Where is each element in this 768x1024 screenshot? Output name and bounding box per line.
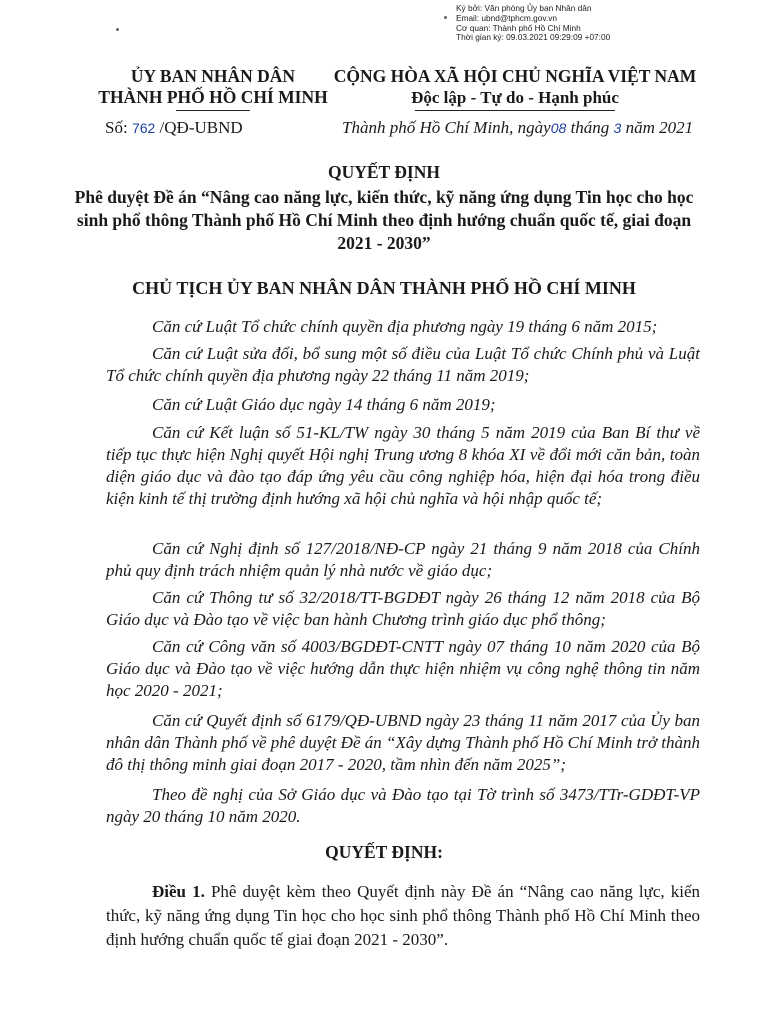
handwritten-month: 3 xyxy=(613,120,622,136)
document-number xyxy=(105,118,243,138)
decision-heading: QUYẾT ĐỊNH: xyxy=(325,842,443,862)
date-year: năm 2021 xyxy=(625,118,694,137)
agency-underline xyxy=(176,110,250,111)
document-type: QUYẾT ĐỊNH xyxy=(328,162,440,182)
signature-agency: Cơ quan: Thành phố Hồ Chí Minh xyxy=(456,22,581,33)
legal-basis-item: Căn cứ Công văn số 4003/BGDĐT-CNTT ngày 07 tháng 10 năm 2020 của Bộ Giáo dục và Đào tạo về việc hướng dẫn thực hiện nhiệm vụ công nghệ thông tin năm học 2020 - 2021; xyxy=(106,637,700,700)
agency-line-2: THÀNH PHỐ HỒ CHÍ MINH xyxy=(98,87,328,107)
digital-signature xyxy=(456,4,610,43)
signature-signer: Ký bởi: Văn phòng Ủy ban Nhân dân xyxy=(456,3,592,13)
date-prefix: Thành phố Hồ Chí Minh, ngày xyxy=(342,118,551,137)
signature-email: Email: ubnd@tphcm.gov.vn xyxy=(456,12,557,23)
article-1 xyxy=(106,880,700,952)
article-1-label: Điều 1. xyxy=(152,882,205,901)
handwritten-number: 762 xyxy=(131,120,156,136)
number-suffix: /QĐ-UBND xyxy=(159,118,243,137)
issue-date xyxy=(342,118,693,138)
issuing-authority: CHỦ TỊCH ỦY BAN NHÂN DÂN THÀNH PHỐ HỒ CHÍ MINH xyxy=(132,278,636,298)
legal-basis-item: Căn cứ Luật Tổ chức chính quyền địa phương ngày 19 tháng 6 năm 2015; xyxy=(152,317,658,336)
legal-basis-item: Căn cứ Quyết định số 6179/QĐ-UBND ngày 23 tháng 11 năm 2017 của Ủy ban nhân dân Thành phố về phê duyệt Đề án “Xây dựng Thành phố Hồ Chí Minh trở thành đô thị thông minh giai đoạn 2017 - 2020, tầm nhìn đến năm 2025”; xyxy=(106,711,700,774)
agency-line-1: ỦY BAN NHÂN DÂN xyxy=(130,66,296,86)
legal-basis-item: Căn cứ Kết luận số 51-KL/TW ngày 30 tháng 5 năm 2019 của Ban Bí thư về tiếp tục thực hiện Nghị quyết Hội nghị Trung ương 8 khóa XI về đổi mới căn bản, toàn diện giáo dục và đào tạo đáp ứng yêu cầu công nghiệp hóa, hiện đại hóa trong điều kiện kinh tế thị trường định hướng xã hội chủ nghĩa và hội nhập quốc tế; xyxy=(106,423,700,508)
proposal-basis: Theo đề nghị của Sở Giáo dục và Đào tạo tại Tờ trình số 3473/TTr-GDĐT-VP ngày 20 tháng 10 năm 2020. xyxy=(106,785,700,826)
nation-line-1: CỘNG HÒA XÃ HỘI CHỦ NGHĨA VIỆT NAM xyxy=(333,66,697,86)
motto-underline xyxy=(415,110,615,111)
national-title xyxy=(330,66,700,108)
legal-basis-item: Căn cứ Nghị định số 127/2018/NĐ-CP ngày 21 tháng 9 năm 2018 của Chính phủ quy định trách nhiệm quản lý nhà nước về giáo dục; xyxy=(106,539,700,580)
scan-speck xyxy=(444,16,447,19)
signature-time: Thời gian ký: 09.03.2021 09:29:09 +07:00 xyxy=(456,32,611,43)
legal-basis-item: Căn cứ Luật sửa đổi, bổ sung một số điều của Luật Tổ chức Chính phủ và Luật Tổ chức chính quyền địa phương ngày 22 tháng 11 năm 2019; xyxy=(106,344,700,385)
legal-basis-item: Căn cứ Luật Giáo dục ngày 14 tháng 6 năm 2019; xyxy=(152,395,496,414)
number-prefix: Số: xyxy=(105,118,128,137)
document-subject: Phê duyệt Đề án “Nâng cao năng lực, kiến thức, kỹ năng ứng dụng Tin học cho học sinh phổ thông Thành phố Hồ Chí Minh theo định hướng chuẩn quốc tế, giai đoạn 2021 - 2030” xyxy=(74,187,694,253)
article-1-text: Phê duyệt kèm theo Quyết định này Đề án “Nâng cao năng lực, kiến thức, kỹ năng ứng dụng Tin học cho học sinh phổ thông Thành phố Hồ Chí Minh theo định hướng chuẩn quốc tế giai đoạn 2021 - 2030”. xyxy=(106,882,701,949)
scan-speck xyxy=(116,28,119,31)
national-motto: Độc lập - Tự do - Hạnh phúc xyxy=(411,88,619,107)
handwritten-day: 08 xyxy=(550,120,567,136)
date-month-label: tháng xyxy=(570,118,610,137)
legal-basis-item: Căn cứ Thông tư số 32/2018/TT-BGDĐT ngày 26 tháng 12 năm 2018 của Bộ Giáo dục và Đào tạo về việc ban hành Chương trình giáo dục phổ thông; xyxy=(106,588,700,629)
issuing-agency xyxy=(78,66,348,108)
